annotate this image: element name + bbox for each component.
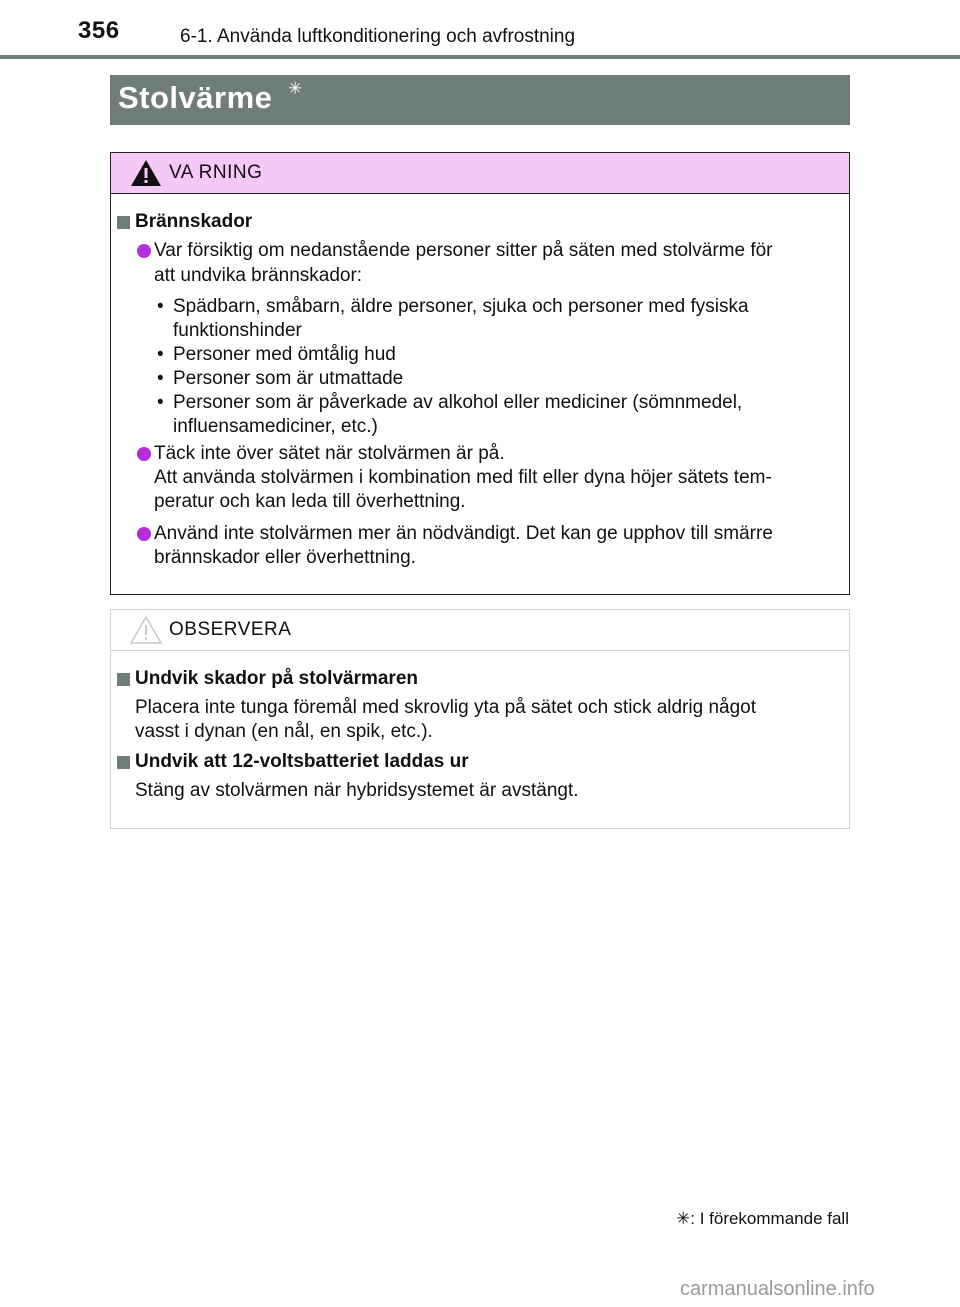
warning-item-text: Att använda stolvärmen i kombination med filt eller dyna höjer sätets tem-	[154, 467, 772, 488]
sub-item-text: Spädbarn, småbarn, äldre personer, sjuka och personer med fysiska	[173, 296, 749, 317]
circle-bullet-icon	[137, 447, 151, 461]
header-divider	[0, 55, 960, 59]
page-number: 356	[78, 17, 120, 44]
warning-triangle-icon	[129, 158, 163, 188]
notice-heading: Undvik skador på stolvärmaren	[135, 668, 418, 689]
sub-item-text: influensamediciner, etc.)	[173, 416, 378, 437]
sub-item-text: Personer som är påverkade av alkohol eller mediciner (sömnmedel,	[173, 392, 743, 413]
warning-label: VA RNING	[169, 162, 263, 183]
sub-bullet: •	[157, 344, 164, 365]
circle-bullet-icon	[137, 527, 151, 541]
footnote-marker: ✳	[288, 79, 303, 98]
warning-item-text: Använd inte stolvärmen mer än nödvändigt. Det kan ge upphov till smärre	[154, 523, 773, 544]
notice-text: Stäng av stolvärmen när hybridsystemet är avstängt.	[135, 780, 579, 801]
notice-heading: Undvik att 12-voltsbatteriet laddas ur	[135, 751, 469, 772]
sub-item-text: Personer med ömtålig hud	[173, 344, 396, 365]
warning-item-text: brännskador eller överhettning.	[154, 547, 416, 568]
warning-header	[111, 153, 849, 194]
notice-header	[111, 610, 849, 651]
warning-item-text: att undvika brännskador:	[154, 265, 363, 286]
warning-item-text: Var försiktig om nedanstående personer sitter på säten med stolvärme för	[154, 240, 773, 261]
sub-bullet: •	[157, 392, 164, 413]
watermark: carmanualsonline.info	[680, 1278, 875, 1300]
notice-text: vasst i dynan (en nål, en spik, etc.).	[135, 721, 433, 742]
chapter-title: 6-1. Använda luftkonditionering och avfrostning	[180, 26, 576, 47]
square-bullet-icon	[117, 216, 130, 229]
sub-item-text: funktionshinder	[173, 320, 302, 341]
sub-bullet: •	[157, 368, 164, 389]
square-bullet-icon	[117, 673, 130, 686]
square-bullet-icon	[117, 756, 130, 769]
footnote	[676, 1209, 849, 1229]
sub-bullet: •	[157, 296, 164, 317]
circle-bullet-icon	[137, 244, 151, 258]
page-header	[0, 0, 960, 60]
warning-item-text: Täck inte över sätet när stolvärmen är på.	[154, 443, 505, 464]
notice-label: OBSERVERA	[169, 619, 292, 640]
section-title: Stolvärme	[118, 80, 273, 115]
footnote-text: : I förekommande fall	[690, 1209, 849, 1228]
notice-box	[110, 609, 850, 829]
section-title-bar	[110, 75, 850, 125]
warning-box	[110, 152, 850, 595]
footnote-marker: ✳	[676, 1209, 691, 1228]
sub-item-text: Personer som är utmattade	[173, 368, 404, 389]
warning-item-text: peratur och kan leda till överhettning.	[154, 491, 466, 512]
warning-heading: Brännskador	[135, 211, 253, 232]
caution-triangle-icon	[129, 615, 163, 645]
notice-text: Placera inte tunga föremål med skrovlig yta på sätet och stick aldrig något	[135, 697, 756, 718]
